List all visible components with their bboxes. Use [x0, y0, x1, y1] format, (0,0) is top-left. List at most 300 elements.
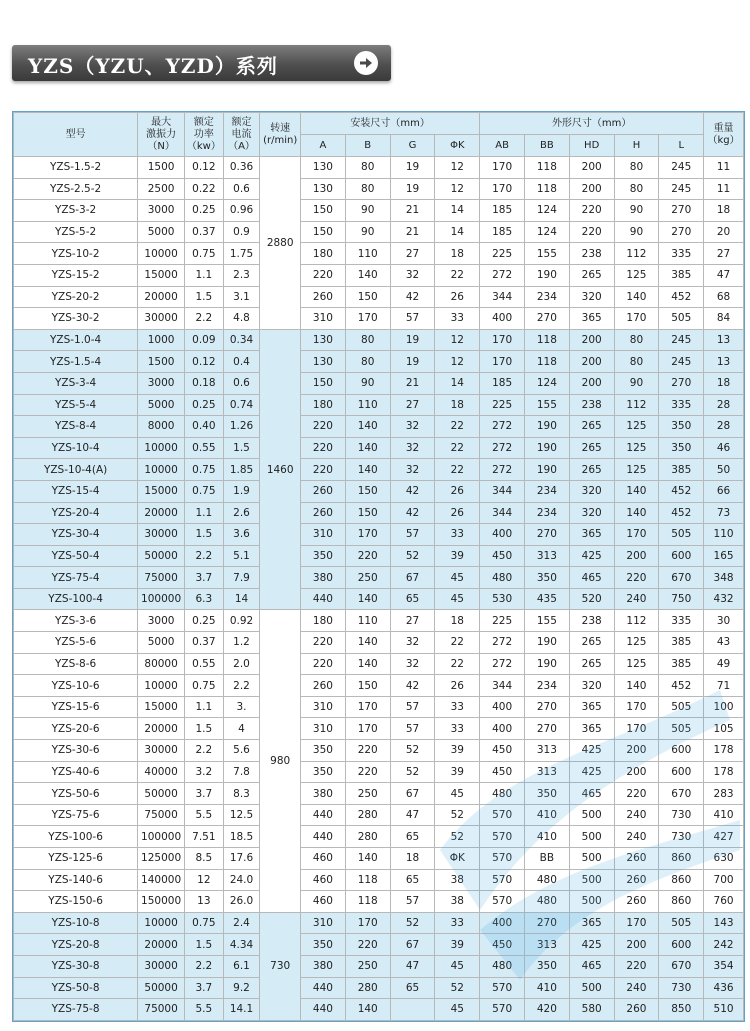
- value-cell: 450: [480, 740, 525, 762]
- model-cell: YZS-75-4: [14, 567, 138, 589]
- value-cell: 22: [435, 632, 480, 654]
- value-cell: 8.5: [185, 848, 224, 870]
- model-cell: YZS-5-4: [14, 394, 138, 416]
- table-row: [14, 178, 744, 200]
- value-cell: 450: [480, 545, 525, 567]
- value-cell: 272: [480, 459, 525, 481]
- value-cell: 200: [569, 372, 614, 394]
- model-cell: YZS-50-4: [14, 545, 138, 567]
- value-cell: 3000: [138, 610, 185, 632]
- model-cell: YZS-20-4: [14, 502, 138, 524]
- value-cell: 225: [480, 610, 525, 632]
- value-cell: 47: [390, 955, 435, 977]
- value-cell: 265: [569, 653, 614, 675]
- value-cell: 18: [435, 394, 480, 416]
- value-cell: 265: [569, 437, 614, 459]
- model-cell: YZS-15-6: [14, 696, 138, 718]
- model-cell: YZS-15-4: [14, 480, 138, 502]
- value-cell: 410: [525, 804, 570, 826]
- table-row: [14, 157, 744, 179]
- value-cell: 440: [301, 588, 346, 610]
- value-cell: 1.75: [223, 243, 260, 265]
- value-cell: 245: [659, 329, 704, 351]
- model-cell: YZS-150-6: [14, 891, 138, 913]
- value-cell: 28: [704, 394, 744, 416]
- value-cell: 125: [614, 459, 659, 481]
- value-cell: 400: [480, 718, 525, 740]
- model-cell: YZS-30-6: [14, 740, 138, 762]
- value-cell: 118: [525, 351, 570, 373]
- value-cell: 80: [614, 157, 659, 179]
- value-cell: 75000: [138, 804, 185, 826]
- value-cell: 68: [704, 286, 744, 308]
- value-cell: 2.4: [223, 912, 260, 934]
- value-cell: 50000: [138, 783, 185, 805]
- value-cell: 6.3: [185, 588, 224, 610]
- value-cell: 0.75: [185, 675, 224, 697]
- value-cell: 33: [435, 308, 480, 330]
- value-cell: 190: [525, 437, 570, 459]
- value-cell: 5000: [138, 221, 185, 243]
- value-cell: 1500: [138, 157, 185, 179]
- value-cell: 30000: [138, 308, 185, 330]
- model-cell: YZS-30-2: [14, 308, 138, 330]
- value-cell: 500: [569, 826, 614, 848]
- value-cell: 24.0: [223, 869, 260, 891]
- value-cell: 52: [435, 826, 480, 848]
- value-cell: 14.1: [223, 999, 260, 1021]
- value-cell: 480: [480, 567, 525, 589]
- value-cell: 320: [569, 502, 614, 524]
- value-cell: 5000: [138, 394, 185, 416]
- value-cell: 50000: [138, 545, 185, 567]
- arrow-right-circle-icon[interactable]: [354, 51, 378, 75]
- model-cell: YZS-30-8: [14, 955, 138, 977]
- value-cell: 140: [345, 999, 390, 1021]
- value-cell: 180: [301, 394, 346, 416]
- value-cell: 42: [390, 675, 435, 697]
- value-cell: 240: [614, 977, 659, 999]
- table-row: [14, 286, 744, 308]
- value-cell: 27: [704, 243, 744, 265]
- value-cell: 400: [480, 696, 525, 718]
- value-cell: 0.6: [223, 178, 260, 200]
- value-cell: 10000: [138, 675, 185, 697]
- table-row: [14, 912, 744, 934]
- value-cell: 1.1: [185, 696, 224, 718]
- value-cell: 190: [525, 264, 570, 286]
- model-cell: YZS-1.5-4: [14, 351, 138, 373]
- table-row: [14, 718, 744, 740]
- table-row: [14, 783, 744, 805]
- value-cell: 335: [659, 610, 704, 632]
- value-cell: 80: [614, 329, 659, 351]
- value-cell: 100: [704, 696, 744, 718]
- value-cell: 750: [659, 588, 704, 610]
- value-cell: 200: [614, 740, 659, 762]
- value-cell: 39: [435, 761, 480, 783]
- value-cell: 180: [301, 243, 346, 265]
- value-cell: 150: [345, 286, 390, 308]
- value-cell: 130: [301, 157, 346, 179]
- value-cell: 200: [614, 545, 659, 567]
- value-cell: 313: [525, 740, 570, 762]
- value-cell: 52: [435, 977, 480, 999]
- value-cell: 1.5: [185, 934, 224, 956]
- value-cell: 500: [569, 869, 614, 891]
- value-cell: 125: [614, 653, 659, 675]
- value-cell: 730: [659, 826, 704, 848]
- value-cell: 65: [390, 588, 435, 610]
- value-cell: 110: [704, 524, 744, 546]
- value-cell: 80: [614, 178, 659, 200]
- table-row: [14, 329, 744, 351]
- value-cell: 170: [614, 912, 659, 934]
- value-cell: 20000: [138, 718, 185, 740]
- value-cell: 20000: [138, 934, 185, 956]
- value-cell: 80: [345, 351, 390, 373]
- table-row: [14, 243, 744, 265]
- value-cell: 27: [390, 610, 435, 632]
- value-cell: 0.55: [185, 437, 224, 459]
- value-cell: 42: [390, 286, 435, 308]
- value-cell: 90: [345, 372, 390, 394]
- table-body: [14, 157, 744, 1021]
- value-cell: 33: [435, 696, 480, 718]
- value-cell: 5.5: [185, 999, 224, 1021]
- value-cell: 670: [659, 567, 704, 589]
- value-cell: 125: [614, 632, 659, 654]
- value-cell: 12: [435, 329, 480, 351]
- value-cell: 33: [435, 912, 480, 934]
- table-row: [14, 848, 744, 870]
- value-cell: 39: [435, 545, 480, 567]
- value-cell: 385: [659, 653, 704, 675]
- value-cell: 380: [301, 955, 346, 977]
- value-cell: 344: [480, 502, 525, 524]
- value-cell: 2.0: [223, 653, 260, 675]
- value-cell: 425: [569, 934, 614, 956]
- value-cell: 452: [659, 675, 704, 697]
- value-cell: 5.1: [223, 545, 260, 567]
- value-cell: 380: [301, 783, 346, 805]
- value-cell: 150: [345, 480, 390, 502]
- value-cell: 460: [301, 891, 346, 913]
- speed-cell: 730: [260, 912, 301, 1020]
- model-cell: YZS-2.5-2: [14, 178, 138, 200]
- model-cell: YZS-5-6: [14, 632, 138, 654]
- value-cell: 45: [435, 783, 480, 805]
- value-cell: 200: [614, 761, 659, 783]
- value-cell: 1.5: [223, 437, 260, 459]
- value-cell: 410: [525, 977, 570, 999]
- table-header: [14, 113, 744, 157]
- value-cell: 1.85: [223, 459, 260, 481]
- model-cell: YZS-50-8: [14, 977, 138, 999]
- value-cell: 220: [301, 264, 346, 286]
- model-cell: YZS-3-6: [14, 610, 138, 632]
- value-cell: 150: [301, 372, 346, 394]
- value-cell: 19: [390, 329, 435, 351]
- value-cell: 630: [704, 848, 744, 870]
- value-cell: 65: [390, 826, 435, 848]
- value-cell: 12: [435, 157, 480, 179]
- value-cell: 3.7: [185, 783, 224, 805]
- value-cell: 75000: [138, 567, 185, 589]
- value-cell: 385: [659, 264, 704, 286]
- value-cell: 19: [390, 157, 435, 179]
- value-cell: 270: [659, 200, 704, 222]
- value-cell: 105: [704, 718, 744, 740]
- value-cell: 130: [301, 351, 346, 373]
- value-cell: 0.37: [185, 632, 224, 654]
- col-phik: ΦK: [435, 135, 480, 157]
- value-cell: 0.55: [185, 653, 224, 675]
- value-cell: ΦK: [435, 848, 480, 870]
- table-row: [14, 934, 744, 956]
- value-cell: 73: [704, 502, 744, 524]
- value-cell: 500: [569, 977, 614, 999]
- value-cell: 5000: [138, 632, 185, 654]
- value-cell: 385: [659, 459, 704, 481]
- value-cell: 242: [704, 934, 744, 956]
- value-cell: 22: [435, 437, 480, 459]
- value-cell: 40000: [138, 761, 185, 783]
- value-cell: 570: [480, 848, 525, 870]
- value-cell: 3.1: [223, 286, 260, 308]
- value-cell: 45: [435, 955, 480, 977]
- value-cell: 400: [480, 308, 525, 330]
- value-cell: 67: [390, 783, 435, 805]
- value-cell: 57: [390, 308, 435, 330]
- value-cell: 21: [390, 200, 435, 222]
- value-cell: 39: [435, 934, 480, 956]
- value-cell: 480: [480, 955, 525, 977]
- value-cell: 460: [301, 869, 346, 891]
- col-power: 额定 功率 （kw）: [185, 113, 224, 157]
- value-cell: 2.6: [223, 502, 260, 524]
- value-cell: 170: [345, 718, 390, 740]
- value-cell: 18.5: [223, 826, 260, 848]
- model-cell: YZS-3-2: [14, 200, 138, 222]
- value-cell: 200: [569, 351, 614, 373]
- value-cell: 272: [480, 632, 525, 654]
- table-row: [14, 524, 744, 546]
- col-outline-group: 外形尺寸（mm）: [480, 113, 704, 135]
- value-cell: 320: [569, 480, 614, 502]
- value-cell: 220: [345, 545, 390, 567]
- value-cell: 0.18: [185, 372, 224, 394]
- value-cell: 124: [525, 200, 570, 222]
- model-cell: YZS-8-4: [14, 416, 138, 438]
- value-cell: 313: [525, 545, 570, 567]
- value-cell: 170: [614, 524, 659, 546]
- value-cell: 15000: [138, 696, 185, 718]
- value-cell: 0.36: [223, 157, 260, 179]
- value-cell: 8000: [138, 416, 185, 438]
- value-cell: 670: [659, 955, 704, 977]
- value-cell: 30000: [138, 524, 185, 546]
- value-cell: 283: [704, 783, 744, 805]
- value-cell: 425: [569, 740, 614, 762]
- table-row: [14, 977, 744, 999]
- value-cell: 67: [390, 567, 435, 589]
- value-cell: 110: [345, 610, 390, 632]
- value-cell: 225: [480, 394, 525, 416]
- value-cell: 32: [390, 416, 435, 438]
- value-cell: 270: [525, 718, 570, 740]
- value-cell: 130: [301, 329, 346, 351]
- value-cell: 21: [390, 372, 435, 394]
- value-cell: 1.5: [185, 524, 224, 546]
- value-cell: 52: [390, 761, 435, 783]
- value-cell: 860: [659, 848, 704, 870]
- value-cell: 435: [525, 588, 570, 610]
- value-cell: 860: [659, 869, 704, 891]
- value-cell: 170: [480, 329, 525, 351]
- model-cell: YZS-75-6: [14, 804, 138, 826]
- value-cell: 505: [659, 696, 704, 718]
- value-cell: 270: [525, 524, 570, 546]
- value-cell: 170: [480, 157, 525, 179]
- model-cell: YZS-30-4: [14, 524, 138, 546]
- value-cell: 90: [614, 200, 659, 222]
- value-cell: 600: [659, 761, 704, 783]
- value-cell: 4.8: [223, 308, 260, 330]
- value-cell: 18: [704, 372, 744, 394]
- value-cell: 1.2: [223, 632, 260, 654]
- table-row: [14, 632, 744, 654]
- value-cell: 280: [345, 804, 390, 826]
- value-cell: 140: [345, 264, 390, 286]
- value-cell: 125: [614, 416, 659, 438]
- col-current: 额定 电流 （A）: [223, 113, 260, 157]
- value-cell: 150000: [138, 891, 185, 913]
- value-cell: 150: [345, 675, 390, 697]
- value-cell: 3.7: [185, 977, 224, 999]
- value-cell: 510: [704, 999, 744, 1021]
- value-cell: 39: [435, 740, 480, 762]
- table-row: [14, 545, 744, 567]
- table-row: [14, 372, 744, 394]
- value-cell: 234: [525, 286, 570, 308]
- value-cell: 220: [614, 955, 659, 977]
- value-cell: 730: [659, 804, 704, 826]
- value-cell: 124: [525, 372, 570, 394]
- value-cell: 18: [390, 848, 435, 870]
- value-cell: 180: [301, 610, 346, 632]
- value-cell: 270: [525, 696, 570, 718]
- value-cell: 57: [390, 524, 435, 546]
- value-cell: 143: [704, 912, 744, 934]
- value-cell: 350: [301, 934, 346, 956]
- value-cell: 140000: [138, 869, 185, 891]
- value-cell: 27: [390, 243, 435, 265]
- value-cell: 272: [480, 653, 525, 675]
- value-cell: 0.22: [185, 178, 224, 200]
- value-cell: 505: [659, 912, 704, 934]
- table-row: [14, 761, 744, 783]
- value-cell: 140: [345, 632, 390, 654]
- value-cell: 465: [569, 567, 614, 589]
- value-cell: 0.37: [185, 221, 224, 243]
- value-cell: 26: [435, 502, 480, 524]
- value-cell: 112: [614, 610, 659, 632]
- value-cell: 1000: [138, 329, 185, 351]
- value-cell: 260: [301, 675, 346, 697]
- col-bb: BB: [525, 135, 570, 157]
- model-cell: YZS-100-4: [14, 588, 138, 610]
- value-cell: 57: [390, 696, 435, 718]
- value-cell: 155: [525, 610, 570, 632]
- value-cell: 0.92: [223, 610, 260, 632]
- value-cell: 52: [435, 804, 480, 826]
- value-cell: 140: [345, 437, 390, 459]
- value-cell: 90: [345, 200, 390, 222]
- table-row: [14, 740, 744, 762]
- value-cell: 3.7: [185, 567, 224, 589]
- model-cell: YZS-20-6: [14, 718, 138, 740]
- value-cell: 15000: [138, 480, 185, 502]
- value-cell: 0.25: [185, 610, 224, 632]
- value-cell: 49: [704, 653, 744, 675]
- value-cell: 320: [569, 675, 614, 697]
- value-cell: 600: [659, 740, 704, 762]
- value-cell: 350: [301, 740, 346, 762]
- value-cell: 245: [659, 157, 704, 179]
- table-row: [14, 394, 744, 416]
- value-cell: 250: [345, 567, 390, 589]
- value-cell: 272: [480, 437, 525, 459]
- table-row: [14, 696, 744, 718]
- value-cell: 335: [659, 243, 704, 265]
- value-cell: 310: [301, 524, 346, 546]
- value-cell: 350: [659, 437, 704, 459]
- value-cell: 13: [185, 891, 224, 913]
- value-cell: 10000: [138, 912, 185, 934]
- value-cell: 0.96: [223, 200, 260, 222]
- col-h: H: [614, 135, 659, 157]
- value-cell: 0.74: [223, 394, 260, 416]
- value-cell: 80: [614, 351, 659, 373]
- value-cell: 165: [704, 545, 744, 567]
- value-cell: 140: [614, 675, 659, 697]
- value-cell: 440: [301, 977, 346, 999]
- value-cell: 90: [345, 221, 390, 243]
- value-cell: 7.8: [223, 761, 260, 783]
- model-cell: YZS-20-8: [14, 934, 138, 956]
- value-cell: 22: [435, 264, 480, 286]
- value-cell: 385: [659, 632, 704, 654]
- value-cell: 220: [301, 632, 346, 654]
- value-cell: 18: [435, 243, 480, 265]
- value-cell: 260: [301, 286, 346, 308]
- value-cell: 10000: [138, 459, 185, 481]
- value-cell: 13: [704, 329, 744, 351]
- value-cell: 272: [480, 416, 525, 438]
- value-cell: 310: [301, 696, 346, 718]
- value-cell: 238: [569, 610, 614, 632]
- value-cell: 125: [614, 437, 659, 459]
- value-cell: 190: [525, 459, 570, 481]
- table-row: [14, 200, 744, 222]
- value-cell: 220: [301, 416, 346, 438]
- value-cell: 730: [659, 977, 704, 999]
- value-cell: 42: [390, 480, 435, 502]
- value-cell: 0.25: [185, 200, 224, 222]
- value-cell: 30000: [138, 740, 185, 762]
- value-cell: 427: [704, 826, 744, 848]
